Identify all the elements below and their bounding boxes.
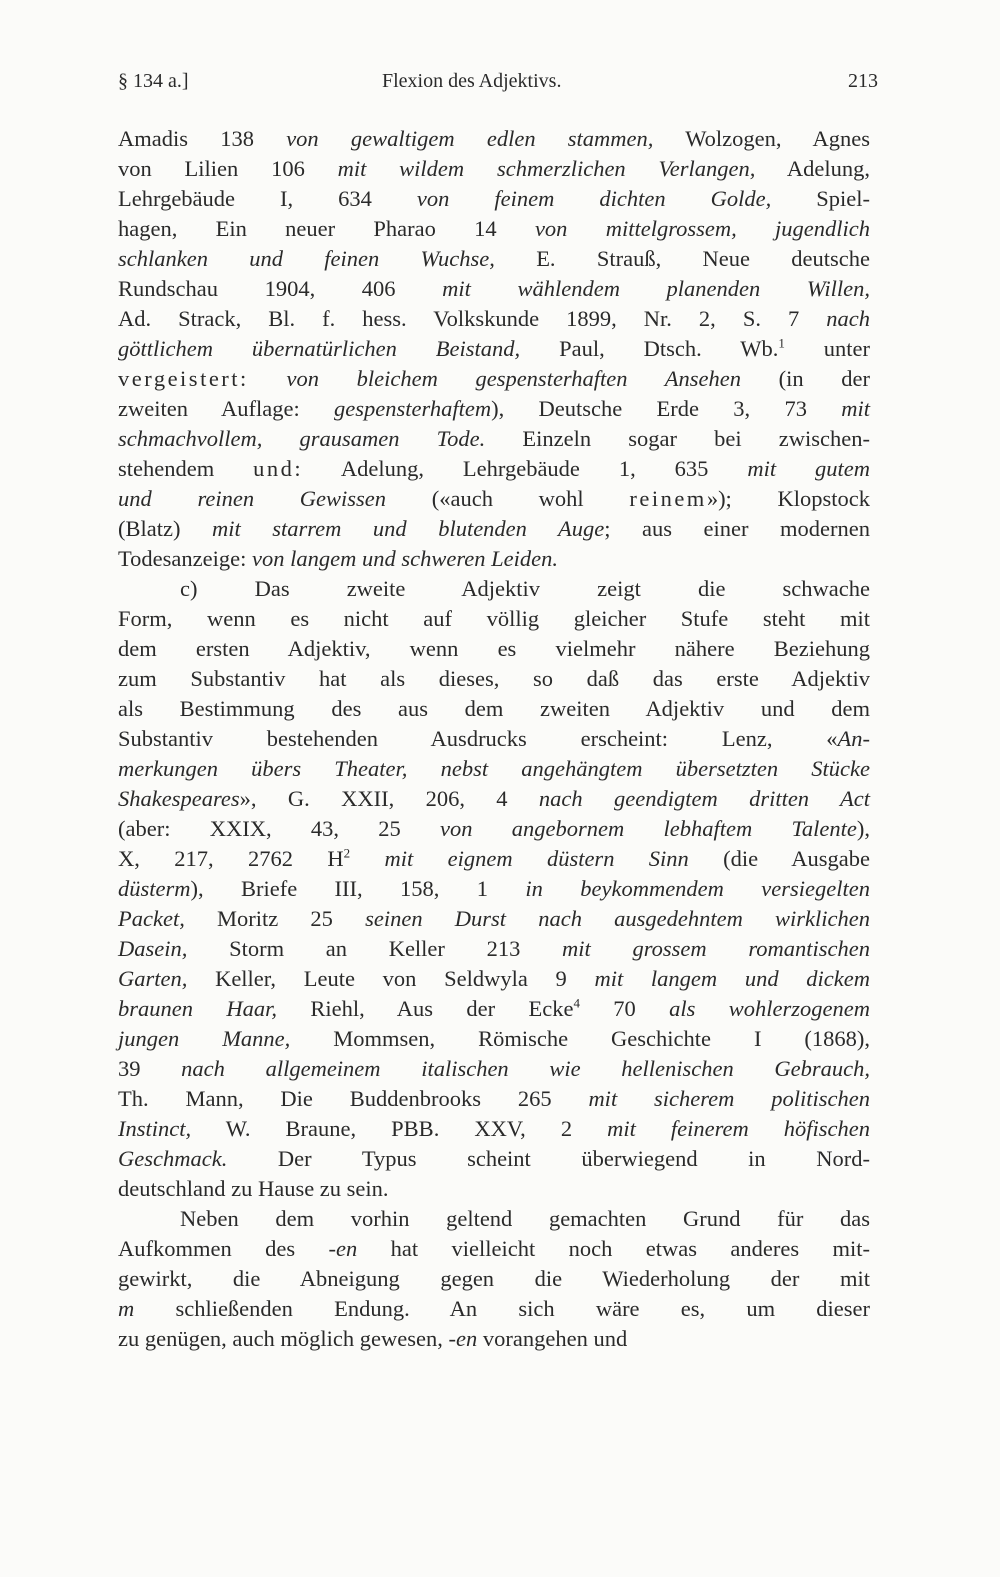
text-run: Amadis 138 xyxy=(118,126,287,151)
italic-text: mit eignem düstern Sinn xyxy=(384,846,689,871)
text-line xyxy=(118,1144,870,1174)
text-run: hagen, Ein neuer Pharao 14 xyxy=(118,216,535,241)
text-run: zweiten Auflage: xyxy=(118,396,335,421)
text-run: », G. XXII, 206, 4 xyxy=(239,786,539,811)
footnote-ref: 1 xyxy=(778,335,785,351)
text-line xyxy=(118,754,870,784)
footnote-ref: 2 xyxy=(343,845,351,861)
text-line xyxy=(118,604,870,634)
italic-text: von mittelgrossem, jugendlich xyxy=(534,216,870,241)
text-run: gewirkt, die Abneigung gegen die Wiederholung der mit xyxy=(118,1266,870,1291)
italic-text: nach geendigtem dritten Act xyxy=(538,786,870,811)
text-run: als Bestimmung des aus dem zweiten Adjektiv und dem xyxy=(118,696,870,721)
italic-text: nach xyxy=(826,306,870,331)
italic-text: schmachvollem, grausamen Tode. xyxy=(118,426,486,451)
italic-text: Geschmack. xyxy=(118,1146,228,1171)
text-run: Th. Mann, Die Buddenbrooks 265 xyxy=(118,1086,589,1111)
text-line xyxy=(118,934,870,964)
text-run: unter xyxy=(784,336,871,361)
text-run: (Blatz) xyxy=(118,516,212,541)
text-line xyxy=(118,1084,870,1114)
text-run: zu genügen, auch möglich gewesen, - xyxy=(118,1326,457,1351)
italic-text: von feinem dichten Golde, xyxy=(416,186,772,211)
italic-text: als wohlerzogenem xyxy=(669,996,870,1021)
italic-text: von bleichem gespensterhaften Ansehen xyxy=(286,366,741,391)
text-run: ), Deutsche Erde 3, 73 xyxy=(491,396,842,421)
text-run: Substantiv bestehenden Ausdrucks erscheint: Lenz, « xyxy=(118,726,838,751)
italic-text: Garten, xyxy=(118,966,188,991)
text-run xyxy=(350,846,384,871)
text-line xyxy=(118,574,870,604)
running-title: Flexion des Adjektivs. xyxy=(382,70,562,92)
italic-text: nach allgemeinem italischen wie hellenischen Gebrauch, xyxy=(181,1056,870,1081)
section-marker: § 134 a.] xyxy=(118,70,189,92)
italic-text: Dasein, xyxy=(118,936,188,961)
italic-text: von langem und schweren Leiden. xyxy=(252,546,558,571)
text-line xyxy=(118,694,870,724)
running-header xyxy=(118,70,878,100)
text-line xyxy=(118,184,870,214)
text-run: Form, wenn es nicht auf völlig gleicher Stufe steht mit xyxy=(118,606,870,631)
text-run: Riehl, Aus der Ecke xyxy=(276,996,574,1021)
text-run: Adelung, Lehrgebäude 1, 635 xyxy=(303,456,748,481)
text-line xyxy=(118,664,870,694)
italic-text: merkungen übers Theater, nebst angehängtem übersetzten Stücke xyxy=(118,756,870,781)
text-line xyxy=(118,154,870,184)
text-line xyxy=(118,544,870,574)
text-line xyxy=(118,244,870,274)
text-run: Der Typus scheint überwiegend in Nord- xyxy=(227,1146,870,1171)
italic-text: mit langem und dickem xyxy=(594,966,870,991)
italic-text: en xyxy=(336,1236,358,1261)
text-run: ; aus einer modernen xyxy=(604,516,870,541)
text-run: E. Strauß, Neue deutsche xyxy=(494,246,870,271)
text-line xyxy=(118,274,870,304)
text-line xyxy=(118,964,870,994)
italic-text: mit sicherem politischen xyxy=(588,1086,870,1111)
text-run: Ad. Strack, Bl. f. hess. Volkskunde 1899, Nr. 2, S. 7 xyxy=(118,306,827,331)
text-line xyxy=(118,814,870,844)
italic-text: An- xyxy=(837,726,870,751)
text-run: W. Braune, PBB. XXV, 2 xyxy=(191,1116,608,1141)
text-run: dem ersten Adjektiv, wenn es vielmehr nähere Beziehung xyxy=(118,636,870,661)
text-run: c) Das zweite Adjektiv zeigt die schwache xyxy=(180,576,870,601)
text-run: Wolzogen, Agnes xyxy=(653,126,870,151)
text-run: Todesanzeige: xyxy=(118,546,252,571)
text-line xyxy=(118,724,870,754)
text-line xyxy=(118,424,870,454)
text-line xyxy=(118,784,870,814)
italic-text: mit xyxy=(841,396,871,421)
italic-text: von gewaltigem edlen stammen, xyxy=(286,126,654,151)
text-run: ), xyxy=(856,816,870,841)
text-line xyxy=(118,1114,870,1144)
text-run: («auch wohl xyxy=(386,486,630,511)
italic-text: Instinct, xyxy=(118,1116,192,1141)
text-line xyxy=(118,1264,870,1294)
text-run: Einzeln sogar bei zwischen- xyxy=(485,426,870,451)
italic-text: en xyxy=(456,1326,478,1351)
text-line xyxy=(118,394,870,424)
italic-text: mit wildem schmerzlichen Verlangen, xyxy=(337,156,756,181)
text-run: deutschland zu Hause zu sein. xyxy=(118,1176,389,1201)
text-run: Neben dem vorhin geltend gemachten Grund für das xyxy=(180,1206,870,1231)
italic-text: mit wählendem planenden Willen, xyxy=(442,276,870,301)
italic-text: gespensterhaftem xyxy=(334,396,492,421)
text-line xyxy=(118,844,870,874)
text-line xyxy=(118,1174,870,1204)
text-run: reinem xyxy=(629,486,707,511)
text-run: Adelung, xyxy=(755,156,870,181)
text-line xyxy=(118,484,870,514)
italic-text: und reinen Gewissen xyxy=(118,486,387,511)
italic-text: mit grossem romantischen xyxy=(562,936,870,961)
text-run: (in der xyxy=(740,366,870,391)
text-run: stehendem xyxy=(118,456,254,481)
text-line xyxy=(118,994,870,1024)
text-line xyxy=(118,454,870,484)
text-run: Keller, Leute von Seldwyla 9 xyxy=(187,966,595,991)
italic-text: mit feinerem höfischen xyxy=(607,1116,870,1141)
text-run: X, 217, 2762 H xyxy=(118,846,344,871)
text-line xyxy=(118,304,870,334)
text-run: Paul, Dtsch. Wb. xyxy=(520,336,779,361)
italic-text: jungen Manne, xyxy=(118,1026,291,1051)
footnote-ref: 4 xyxy=(573,995,580,1011)
text-line xyxy=(118,214,870,244)
italic-text: düsterm xyxy=(118,876,191,901)
text-run: Spiel- xyxy=(771,186,870,211)
text-line xyxy=(118,1324,870,1354)
italic-text: mit starrem und blutenden Auge xyxy=(211,516,605,541)
text-run: schließenden Endung. An sich wäre es, um dieser xyxy=(134,1296,870,1321)
text-run: (aber: XXIX, 43, 25 xyxy=(118,816,440,841)
text-line xyxy=(118,514,870,544)
italic-text: schlanken und feinen Wuchse, xyxy=(118,246,495,271)
text-run: Aufkommen des - xyxy=(118,1236,337,1261)
body-text xyxy=(118,124,870,1354)
italic-text: Shakespeares xyxy=(118,786,240,811)
text-line xyxy=(118,874,870,904)
text-run: (die Ausgabe xyxy=(688,846,871,871)
italic-text: von angebornem lebhaftem Talente xyxy=(439,816,857,841)
italic-text: mit gutem xyxy=(747,456,870,481)
text-line xyxy=(118,334,870,364)
text-line xyxy=(118,1294,870,1324)
text-line xyxy=(118,124,870,154)
text-run: 70 xyxy=(579,996,670,1021)
text-run xyxy=(249,366,287,391)
text-run: hat vielleicht noch etwas anderes mit- xyxy=(357,1236,871,1261)
text-line xyxy=(118,1024,870,1054)
italic-text: braunen Haar, xyxy=(118,996,277,1021)
text-line xyxy=(118,1234,870,1264)
text-run: Lehrgebäude I, 634 xyxy=(118,186,417,211)
text-run: zum Substantiv hat als dieses, so daß das erste Adjektiv xyxy=(118,666,870,691)
text-line xyxy=(118,364,870,394)
text-line xyxy=(118,1204,870,1234)
text-line xyxy=(118,904,870,934)
text-run: und: xyxy=(253,456,304,481)
text-line xyxy=(118,634,870,664)
italic-text: seinen Durst nach ausgedehntem wirklichen xyxy=(365,906,871,931)
text-run: Rundschau 1904, 406 xyxy=(118,276,443,301)
page-number: 213 xyxy=(848,70,878,92)
italic-text: Packet, xyxy=(118,906,185,931)
text-run: Moritz 25 xyxy=(184,906,366,931)
text-run: von Lilien 106 xyxy=(118,156,338,181)
text-line xyxy=(118,1054,870,1084)
text-run: »); Klopstock xyxy=(706,486,870,511)
text-run: ), Briefe III, 158, 1 xyxy=(190,876,526,901)
text-run: Storm an Keller 213 xyxy=(187,936,563,961)
italic-text: in beykommendem versiegelten xyxy=(525,876,870,901)
italic-text: m xyxy=(118,1296,135,1321)
text-run: Mommsen, Römische Geschichte I (1868), xyxy=(290,1026,871,1051)
text-run: vergeistert: xyxy=(118,366,249,391)
text-run: vorangehen und xyxy=(477,1326,628,1351)
italic-text: göttlichem übernatürlichen Beistand, xyxy=(118,336,521,361)
text-run: 39 xyxy=(118,1056,182,1081)
